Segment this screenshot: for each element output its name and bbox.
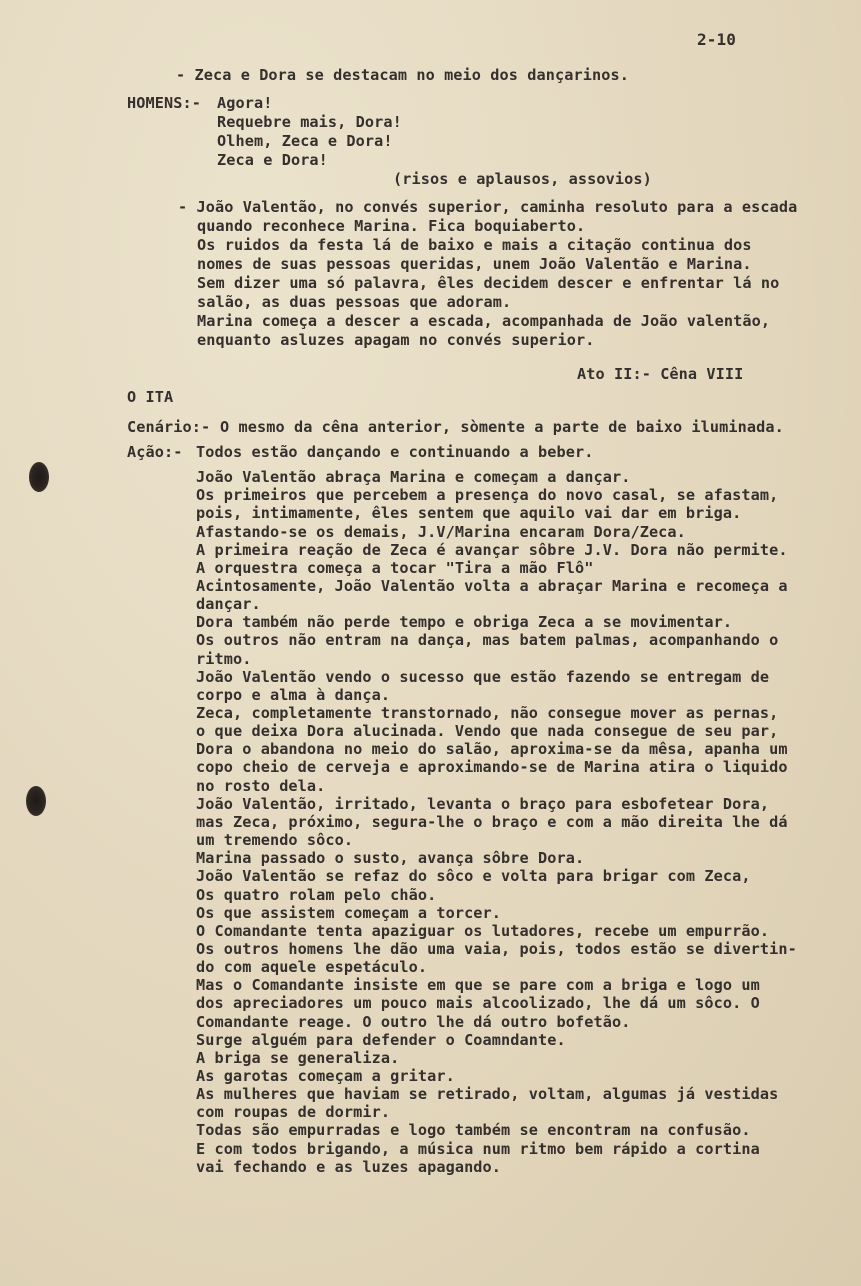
action-line: do com aquele espetáculo. — [196, 958, 428, 976]
action-line: com roupas de dormir. — [196, 1103, 391, 1122]
action-line: Dora também não perde tempo e obriga Zeca a se movimentar. — [196, 613, 733, 632]
action-line: Afastando-se os demais, J.V/Marina encaram Dora/Zeca. — [196, 522, 686, 541]
action-line: Dora o abandona no meio do salão, aproxima-se da mêsa, apanha um — [196, 740, 788, 759]
direction-line: nomes de suas pessoas queridas, unem João Valentão e Marina. — [197, 255, 752, 273]
acao-first-line: Todos estão dançando e continuando a beber. — [196, 443, 594, 461]
dialogue-line: Zeca e Dora! — [217, 151, 328, 169]
action-line: Acintosamente, João Valentão volta a abraçar Marina e recomeça a — [196, 576, 788, 595]
action-line: Os que assistem começam a torcer. — [196, 903, 502, 922]
direction-line: Marina começa a descer a escada, acompanhada de João valentão, — [197, 312, 771, 330]
play-title: O ITA — [127, 388, 174, 406]
action-line: A primeira reação de Zeca é avançar sôbre J.V. Dora não permite. — [196, 540, 788, 559]
direction-line: quando reconhece Marina. Fica boquiaberto. — [197, 217, 586, 235]
cenario-text: O mesmo da cêna anterior, sòmente a parte de baixo iluminada. — [220, 418, 784, 436]
action-line: Mas o Comandante insiste em que se pare com a briga e logo um — [196, 976, 760, 995]
action-line: A orquestra começa a tocar "Tira a mão Flô" — [196, 558, 594, 577]
action-line: o que deixa Dora alucinada. Vendo que nada consegue de seu par, — [196, 722, 779, 741]
action-line: As garotas começam a gritar. — [196, 1066, 455, 1085]
action-line: pois, intimamente, êles sentem que aquilo vai dar em briga. — [196, 504, 742, 523]
action-line: João Valentão abraça Marina e começam a dançar. — [196, 468, 631, 486]
stage-direction: - Zeca e Dora se destacam no meio dos dançarinos. — [176, 66, 629, 84]
action-line: Os outros não entram na dança, mas batem palmas, acompanhando o — [196, 631, 779, 650]
dialogue-line: Olhem, Zeca e Dora! — [217, 132, 393, 150]
direction-line: enquanto asluzes apagam no convés superior. — [197, 331, 595, 349]
action-line: dançar. — [196, 595, 261, 613]
action-line: E com todos brigando, a música num ritmo bem rápido a cortina — [196, 1139, 760, 1158]
action-line: vai fechando e as luzes apagando. — [196, 1157, 502, 1176]
action-line: Zeca, completamente transtornado, não consegue mover as pernas, — [196, 704, 779, 722]
action-line: João Valentão, irritado, levanta o braço para esbofetear Dora, — [196, 794, 770, 813]
action-line: Marina passado o susto, avança sôbre Dora. — [196, 849, 585, 868]
action-line: O Comandante tenta apaziguar os lutadores, recebe um empurrão. — [196, 921, 770, 940]
action-line: no rosto dela. — [196, 776, 326, 795]
dialogue-line: Agora! — [217, 94, 273, 112]
direction-line: salão, as duas pessoas que adoram. — [197, 293, 512, 311]
action-line: Os primeiros que percebem a presença do novo casal, se afastam, — [196, 486, 779, 505]
action-line: Surge alguém para defender o Coamndante. — [196, 1030, 566, 1049]
direction-line: Sem dizer uma só palavra, êles decidem descer e enfrentar lá no — [197, 274, 780, 292]
action-line: Comandante reage. O outro lhe dá outro bofetão. — [196, 1012, 631, 1031]
action-line: corpo e alma à dança. — [196, 685, 391, 704]
action-line: João Valentão vendo o sucesso que estão fazendo se entregam de — [196, 667, 770, 686]
scene-heading: Ato II:- Cêna VIII — [577, 365, 744, 383]
action-line: Os quatro rolam pelo chão. — [196, 885, 437, 904]
direction-line: Os ruidos da festa lá de baixo e mais a citação continua dos — [197, 236, 752, 254]
action-line: dos apreciadores um pouco mais alcoolizado, lhe dá um sôco. O — [196, 994, 760, 1013]
action-line: ritmo. — [196, 649, 252, 668]
action-line: um tremendo sôco. — [196, 831, 354, 849]
action-line: Os outros homens lhe dão uma vaia, pois, todos estão se divertin- — [196, 939, 797, 958]
direction-line: - João Valentão, no convés superior, caminha resoluto para a escada — [178, 198, 798, 216]
page-number: 2-10 — [697, 30, 736, 49]
action-line: João Valentão se refaz do sôco e volta para brigar com Zeca, — [196, 867, 751, 886]
parenthetical: (risos e aplausos, assovios) — [393, 170, 652, 188]
action-line: mas Zeca, próximo, segura-lhe o braço e com a mão direita lhe dá — [196, 812, 788, 831]
action-line: Todas são empurradas e logo também se encontram na confusão. — [196, 1121, 751, 1140]
speaker-label: HOMENS:- — [127, 94, 201, 112]
dialogue-line: Requebre mais, Dora! — [217, 113, 402, 131]
binder-hole — [29, 462, 49, 492]
cenario-label: Cenário:- — [127, 418, 211, 436]
action-line: A briga se generaliza. — [196, 1048, 400, 1067]
action-line: copo cheio de cerveja e aproximando-se de Marina atira o liquido — [196, 758, 788, 777]
acao-label: Ação:- — [127, 443, 183, 461]
action-line: As mulheres que haviam se retirado, voltam, algumas já vestidas — [196, 1085, 779, 1104]
binder-hole — [26, 786, 46, 816]
